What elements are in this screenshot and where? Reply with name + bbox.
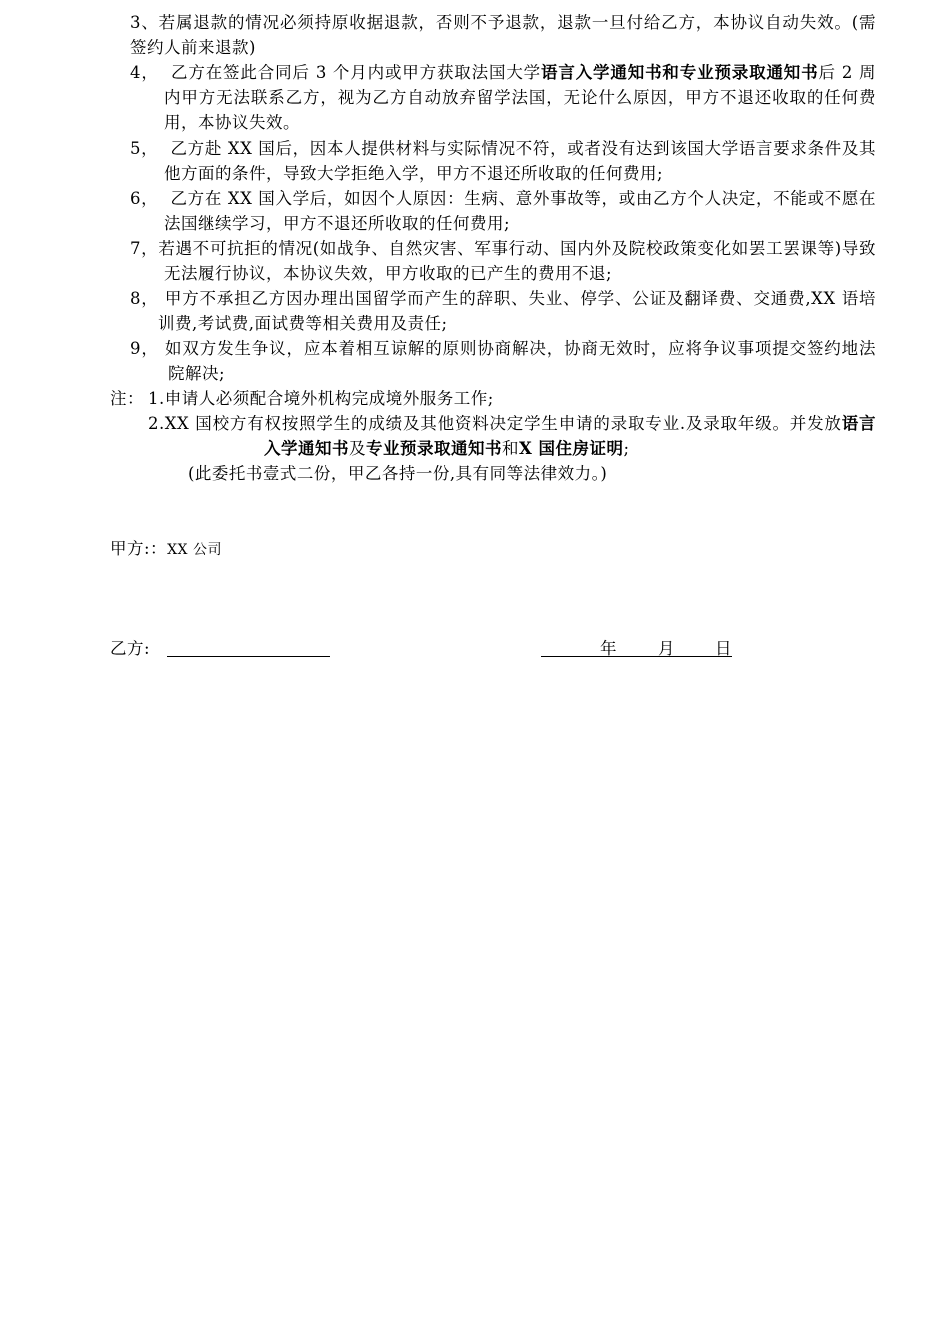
copies-statement: (此委托书壹式二份，甲乙各持一份,具有同等法律效力。) [188, 464, 608, 483]
clause-text: 如双方发生争议，应本着相互谅解的原则协商解决，协商无效时，应将争议事项提交签约地法院解决; [164, 339, 877, 383]
clause-number: 8， [130, 289, 159, 308]
note-2-text: 2.XX 国校方有权按照学生的成绩及其他资料决定学生申请的录取专业.及录取年级。并发放 [148, 414, 842, 433]
clause-6 [130, 186, 876, 236]
note-1: 1.申请人必须配合境外机构完成境外服务工作; [148, 389, 494, 408]
clause-number: 4， [130, 63, 159, 82]
clause-number: 6， [130, 189, 159, 208]
clause-8 [130, 286, 876, 336]
clause-text: 若属退款的情况必须持原收据退款，否则不予退款，退款一旦付给乙方，本协议自动失效。(需签约人前来退款) [130, 13, 877, 57]
note-2-connector-1: 及 [349, 439, 366, 458]
clause-text: 甲方不承担乙方因办理出国留学而产生的辞职、失业、停学、公证及翻译费、交通费,XX 语培训费,考试费,面试费等相关费用及责任; [158, 289, 877, 333]
clause-4 [130, 60, 876, 135]
clause-9 [130, 336, 876, 386]
clause-number: 9， [130, 339, 159, 358]
note-2-end: ; [623, 439, 630, 458]
date-year: 年 [600, 639, 617, 658]
clause-number: 7， [130, 239, 159, 258]
clause-text-continued: 后 2 周内甲方无法联系乙方，视为乙方自动放弃留学法国，无论什么原因，甲方不退还收取的任何费用，本协议失效。 [164, 63, 877, 132]
note-2 [148, 411, 876, 461]
party-b-label: 乙方: [110, 639, 151, 658]
clause-number: 3、 [130, 13, 159, 32]
clause-3 [130, 10, 876, 60]
party-a-value: XX 公司 [167, 542, 222, 558]
party-a [110, 536, 222, 563]
date-line[interactable] [541, 632, 732, 657]
clause-text: 乙方在 XX 国入学后，如因个人原因：生病、意外事故等，或由乙方个人决定，不能或不愿在法国继续学习，甲方不退还所收取的任何费用; [164, 189, 877, 233]
party-b-signature-line[interactable] [167, 632, 330, 657]
clause-text: 乙方赴 XX 国后，因本人提供材料与实际情况不符，或者没有达到该国大学语言要求条件及其他方面的条件，导致大学拒绝入学，甲方不退还所收取的任何费用; [164, 139, 877, 183]
date-month: 月 [658, 639, 675, 658]
note-2-connector-2: 和 [502, 439, 519, 458]
clause-number: 5， [130, 139, 159, 158]
clause-5 [130, 136, 876, 186]
clause-text: 若遇不可抗拒的情况(如战争、自然灾害、军事行动、国内外及院校政策变化如罢工罢课等)导致无法履行协议，本协议失效，甲方收取的已产生的费用不退; [158, 239, 877, 283]
date-day: 日 [715, 639, 732, 658]
party-a-label: 甲方:： [110, 539, 168, 558]
note-2-bold-housing: X 国住房证明 [519, 439, 624, 458]
clause-text: 乙方在签此合同后 3 个月内或甲方获取法国大学 [170, 63, 542, 82]
note-2-bold-pre-admission: 专业预录取通知书 [366, 439, 502, 458]
note-2-bold-language-admission: 语言入学通知书 [264, 414, 876, 458]
clause-bold-text: 语言入学通知书和专业预录取通知书 [541, 63, 819, 82]
clause-7 [130, 236, 876, 286]
notes-line-1 [110, 386, 494, 411]
notes-label: 注： [110, 389, 144, 408]
